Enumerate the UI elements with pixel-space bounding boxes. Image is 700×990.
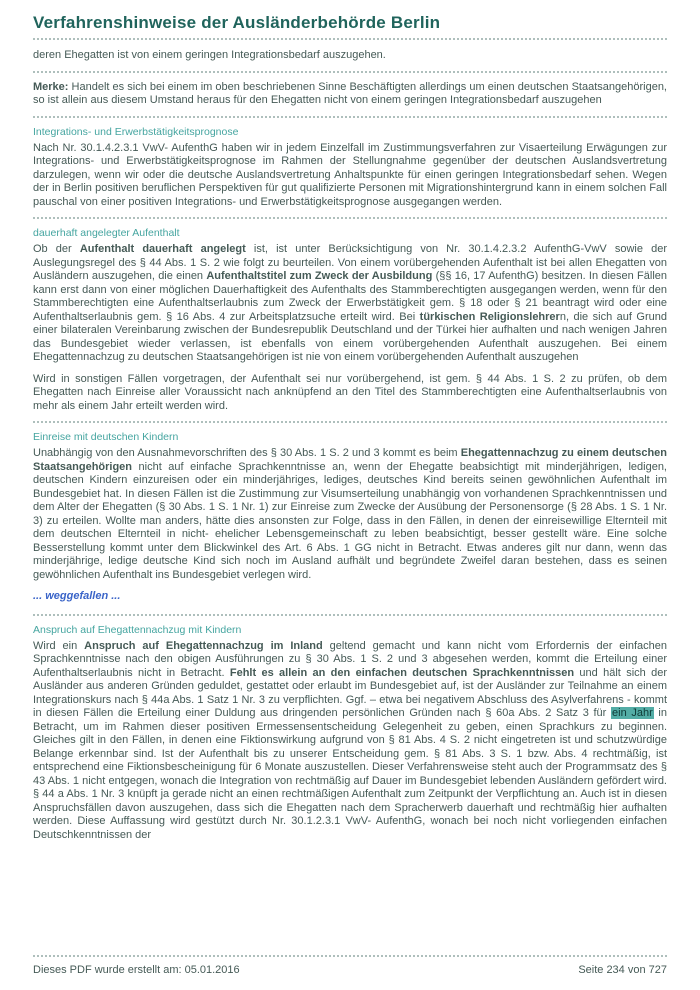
page-header bbox=[33, 13, 667, 40]
section-heading: Einreise mit deutschen Kindern bbox=[33, 431, 179, 443]
section-heading: Integrations- und Erwerbstätigkeitsprognose bbox=[33, 125, 239, 138]
dotted-separator bbox=[33, 71, 667, 73]
dotted-separator bbox=[33, 217, 667, 219]
paragraph: deren Ehegatten ist von einem geringen Integrationsbedarf auszugehen. bbox=[33, 49, 386, 61]
dotted-separator bbox=[33, 421, 667, 423]
page-footer bbox=[33, 955, 667, 990]
paragraph: Wird in sonstigen Fällen vorgetragen, der Aufenthalt sei nur vorübergehend, ist gem. § 44 Abs. 1 S. 2 zu prüfen, ob dem Ehegatten nach Einreise aller Voraussicht nach anknüpfend an den Titel des Stammberechtigten eine Aufenthaltserlaubnis von mehr als einem Jahr erteilt werden wird. bbox=[33, 372, 667, 412]
footer-row bbox=[33, 964, 667, 976]
section-heading: Anspruch auf Ehegattennachzug mit Kindern bbox=[33, 623, 242, 636]
highlighted-text: ein Jahr bbox=[612, 707, 653, 719]
paragraph: Ob der Aufenthalt dauerhaft angelegt ist, ist unter Berücksichtigung von Nr. 30.1.4.2.3.2 AufenthG-VwV sowie der Auslegungsregel des § 44 Abs. 1 S. 2 wie folgt zu beurteilen. Von einem vorübergehenden Aufenthalt ist bei allen Ehegatten von Ausländern auszugehen, die einen Aufenthaltstitel zum Zweck der Ausbildung (§§ 16, 17 AufenthG) besitzen. In diesen Fällen kann erst dann von einer möglichen Dauerhaftigkeit des Aufenthalts des Stammberechtigten ausgegangen werden, wenn für den Stammberechtigten eine Aufenthaltserlaubnis zum Zweck der Erwerbstätigkeit gem. § 18 oder § 21 beantragt wird oder eine Aufenthaltserlaubnis gem. § 16 Abs. 4 zur Arbeitsplatzsuche erteilt wird. Bei türkischen Religionslehrern, die sich auf Grund einer bilateralen Vereinbarung zwischen der Bundesrepublik Deutschland und der Türkei hier aufhalten und nach wenigen Jahren das Bundesgebiet wieder verlassen, ist ebenfalls von einem vorübergehenden Aufenthalt auszugehen. Bei einem Ehegattennachzug zu deutschen Staatsangehörigen ist nie von einem vorübergehenden Aufenthalt auszugehen bbox=[33, 243, 667, 363]
title-separator bbox=[33, 38, 667, 40]
footer-created-date: Dieses PDF wurde erstellt am: 05.01.2016 bbox=[33, 964, 240, 976]
footer-page-number: Seite 234 von 727 bbox=[578, 964, 667, 976]
document-title: Verfahrenshinweise der Ausländerbehörde Berlin bbox=[33, 13, 441, 32]
section-heading: dauerhaft angelegter Aufenthalt bbox=[33, 227, 180, 239]
dotted-separator bbox=[33, 116, 667, 118]
paragraph: Wird ein Anspruch auf Ehegattennachzug im Inland geltend gemacht und kann nicht vom Erfordernis der einfachen Sprachkenntnisse nach den obigen Ausführungen zu § 30 Abs. 1 S. 2 und 3 abgesehen werden, kommt die Erteilung einer Aufenthaltserlaubnis nicht in Betracht. Fehlt es allein an den einfachen deutschen Sprachkenntnissen und hält sich der Ausländer aus anderen Gründen geduldet, gestattet oder erlaubt im Bundesgebiet auf, ist der Ausländer zur Teilnahme an einem Integrationskurs nach § 44a Abs. 1 Satz 1 Nr. 3 zu verpflichten. Ggf. – etwa bei negativem Abschluss des Asylverfahrens - kommt in diesen Fällen die Erteilung einer Duldung aus dringenden persönlichen Gründen nach § 60a Abs. 2 Satz 3 für ein Jahr in Betracht, um im Rahmen dieser positiven Ermessensentscheidung Gelegenheit zu geben, einen Sprachkurs zu beginnen. Gleiches gilt in den Fällen, in denen eine Fiktionswirkung aufgrund von § 81 Abs. 4 S. 2 nicht eingetreten ist und schutzwürdige Belange erkennbar sind. Ist der Aufenthalt bis zu unserer Entscheidung gem. § 81 Abs. 3 S. 1 bzw. Abs. 4 rechtmäßig, ist entsprechend eine Fiktionsbescheinigung für 6 Monate auszustellen. Dieser Verfahrensweise steht auch der Programmsatz des § 43 Abs. 1 nicht entgegen, wonach die Integration von rechtmäßig auf Dauer im Bundesgebiet lebenden Ausländern gefördert wird. § 44 a Abs. 1 Nr. 3 knüpft ja gerade nicht an einen rechtmäßigen Aufenthalt zum Zeitpunkt der Verpflichtung an. Auch ist in diesen Anspruchsfällen davon auszugehen, dass sich die Ehegatten nach dem Spracherwerb dauerhaft und rechtmäßig hier aufhalten werden. Diese Auffassung wird gestützt durch Nr. 30.1.2.3.1 VwV- AufenthG, wonach bei noch nicht vorliegenden einfachen Deutschkenntnissen der bbox=[33, 639, 667, 841]
dotted-separator bbox=[33, 614, 667, 616]
paragraph: Unabhängig von den Ausnahmevorschriften des § 30 Abs. 1 S. 2 und 3 kommt es beim Ehegattennachzug zu einem deutschen Staatsangehörigen nicht auf einfache Sprachkenntnisse an, wenn der Ehegatte beabsichtigt mit minderjährigen, ledigen, deutschen Kindern einzureisen oder ein minderjähriges, lediges, deutsches Kind bereits seinen gewöhnlichen Aufenthalt im Bundesgebiet hat. In diesen Fällen ist die Zustimmung zur Visumserteilung unabhängig von vorhandenen Sprachkenntnissen und dem Alter der Ehegatten (§ 30 Abs. 1 S. 1 Nr. 1) zur Einreise zum Zwecke der Ausübung der Personensorge (§ 28 Abs. 1 S. 1 Nr. 3) zu erteilen. Wollte man anders, hätte dies ansonsten zur Folge, dass in den Fällen, in denen der einreisewillige Elternteil mit dem deutschen Elternteil in nicht- ehelicher Lebensgemeinschaft zu leben beabsichtigt, besser gestellt wäre. Eine solche Besserstellung kommt unter dem Blickwinkel des Art. 6 Abs. 1 GG nicht in Betracht. Etwas anderes gilt nur dann, wenn das minderjährige, ledige deutsche Kind sich noch im Ausland aufhält und begründete Zweifel daran bestehen, dass es seinen gewöhnlichen Aufenthalt ins Bundesgebiet verlegen wird. bbox=[33, 447, 667, 581]
paragraph: Nach Nr. 30.1.4.2.3.1 VwV- AufenthG haben wir in jedem Einzelfall im Zustimmungsverfahren zur Visaerteilung Erwägungen zur Integrations- und Erwerbstätigkeitsprognose im Rahmen der Stellungnahme gegenüber der deutschen Auslandsvertretung darzulegen, wenn wir oder die deutsche Auslandsvertretung Anhaltspunkte für einen geringen Integrationsbedarf sehen. Wegen der in Berlin positiven beruflichen Perspektiven für gut qualifizierte Personen mit Migrationshintergrund kann in einem solchen Fall pauschal von einer positiven Integrations- und Erwerbstätigkeitsprognose ausgegangen werden. bbox=[33, 141, 667, 208]
weggefallen-note: ... weggefallen ... bbox=[33, 590, 121, 602]
document-content bbox=[33, 49, 667, 967]
paragraph: Merke: Handelt es sich bei einem im oben beschriebenen Sinne Beschäftigten allerdings um einen deutschen Staatsangehörigen, so ist allein aus diesem Umstand heraus für den Ehegatten nicht von einem geringen Integrationsbedarf auszugehen bbox=[33, 80, 667, 106]
